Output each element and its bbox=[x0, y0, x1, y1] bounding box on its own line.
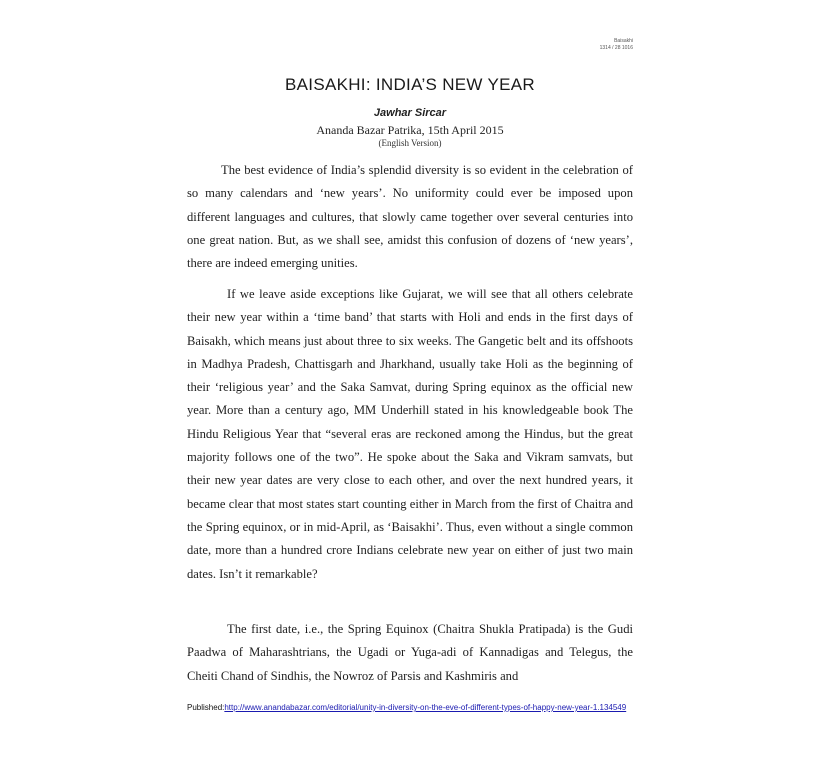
header-code bbox=[600, 38, 633, 52]
paragraph-3: The first date, i.e., the Spring Equinox (Chaitra Shukla Pratipada) is the Gudi Paadwa of Maharashtrians, the Ugadi or Yuga-adi of Kannadigas and Telegus, the Cheiti Chand of Sindhis, the Nowroz of Parsis and Kashmiris and bbox=[187, 622, 633, 683]
header-code-line1: Baisakhi bbox=[614, 38, 633, 44]
document-title: BAISAKHI: INDIA’S NEW YEAR bbox=[285, 75, 535, 94]
version-note: (English Version) bbox=[378, 138, 442, 148]
published-link[interactable]: http://www.anandabazar.com/editorial/unity-in-diversity-on-the-eve-of-different-types-of-happy-new-year-1.134549 bbox=[224, 703, 627, 712]
publication-source: Ananda Bazar Patrika, 15th April 2015 bbox=[316, 123, 504, 137]
paragraph-1: The best evidence of India’s splendid diversity is so evident in the celebration of so many calendars and ‘new years’. No uniformity could ever be imposed upon different languages and cultures, that slowly came together over several centuries into one great nation. But, as we shall see, amidst this confusion of dozens of ‘new years’, there are indeed emerging unities. bbox=[187, 163, 633, 271]
published-label: Published: bbox=[187, 703, 225, 712]
author-name: Jawhar Sircar bbox=[373, 107, 447, 119]
header-code-line2: 1314 / 28 1016 bbox=[599, 45, 633, 51]
paragraph-2: If we leave aside exceptions like Gujarat, we will see that all others celebrate their new year within a ‘time band’ that starts with Holi and ends in the first days of Baisakh, which means just about three to six weeks. The Gangetic belt and its offshoots in Madhya Pradesh, Chattisgarh and Jharkhand, usually take Holi as the beginning of their ‘religious year’ and the Saka Samvat, during Spring equinox as the official new year. More than a century ago, MM Underhill stated in his knowledgeable book The Hindu Religious Year that “several eras are reckoned among the Hindus, but the great majority follows one of the two”. He spoke about the Saka and Vikram samvats, but their new year dates are very close to each other, and over the next hundred years, it became clear that most states start counting either in March from the first of Chaitra and the Spring equinox, or in mid-April, as ‘Baisakhi’. Thus, even without a single common date, more than a hundred crore Indians celebrate new year on either of just two main dates. Isn’t it remarkable? bbox=[187, 287, 633, 581]
published-footnote bbox=[187, 702, 637, 714]
